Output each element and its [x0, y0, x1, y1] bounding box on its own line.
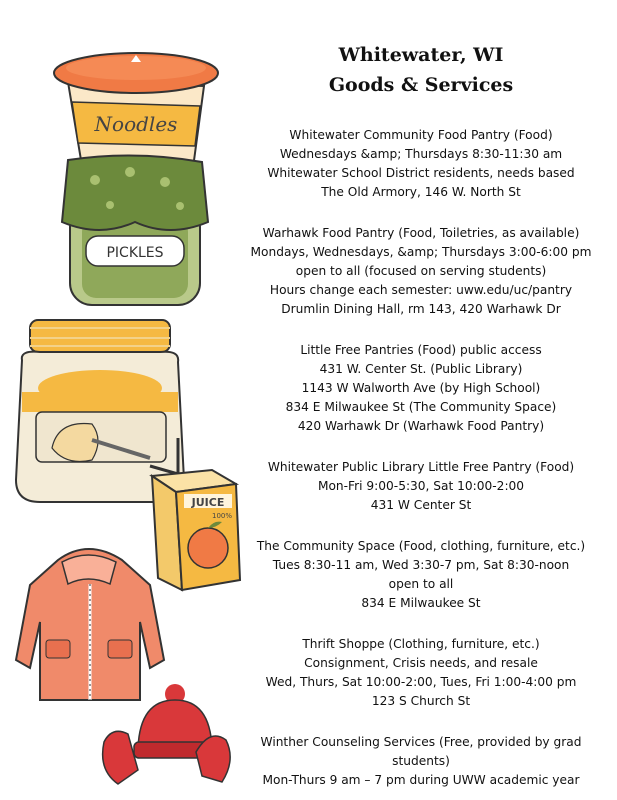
section-line: Mon-Thurs 9 am – 7 pm during UWW academic year: [262, 773, 580, 787]
section-line: The Old Armory, 146 W. North St: [321, 185, 521, 199]
section-heading: Whitewater Community Food Pantry (Food): [289, 128, 553, 142]
section-line: 1143 W Walworth Ave (by High School): [301, 381, 541, 395]
section-line: 123 S Church St: [371, 694, 471, 708]
services-list: [248, 0, 594, 790]
pickles-label: PICKLES: [106, 245, 164, 261]
juice-label: JUICE: [191, 496, 225, 509]
section-thrift-shoppe: [248, 635, 594, 711]
section-line: Mon-Fri 9:00-5:30, Sat 10:00-2:00: [317, 479, 525, 493]
section-line: 420 Warhawk Dr (Warhawk Food Pantry): [297, 419, 545, 433]
section-heading: Little Free Pantries (Food) public access: [300, 343, 542, 357]
section-line: Wed, Thurs, Sat 10:00-2:00, Tues, Fri 1:00-4:00 pm: [265, 675, 577, 689]
section-line: 834 E Milwaukee St (The Community Space): [285, 400, 557, 414]
section-line: open to all: [388, 577, 454, 591]
section-line: Drumlin Dining Hall, rm 143, 420 Warhawk Dr: [281, 302, 561, 316]
title-line-1: Whitewater, WI: [338, 44, 504, 66]
noodles-label: Noodles: [94, 112, 178, 136]
section-line: open to all (focused on serving students): [295, 264, 547, 278]
section-library-pantry: [248, 458, 594, 515]
section-heading: The Community Space (Food, clothing, furniture, etc.): [256, 539, 586, 553]
section-line: Consignment, Crisis needs, and resale: [304, 656, 538, 670]
noodles-cup-icon: [54, 53, 218, 168]
section-line: 431 W. Center St. (Public Library): [319, 362, 523, 376]
section-community-food-pantry: [248, 126, 594, 202]
jacket-icon: [16, 549, 164, 700]
page-title: [248, 40, 594, 100]
illustrations: [0, 0, 250, 800]
section-line: 431 W Center St: [370, 498, 472, 512]
section-winther-counseling: [248, 733, 594, 790]
section-community-space: [248, 537, 594, 613]
section-line: Tues 8:30-11 am, Wed 3:30-7 pm, Sat 8:30-noon: [272, 558, 570, 572]
pickles-jar-icon: [62, 155, 208, 305]
section-heading: Winther Counseling Services (Free, provided by grad students): [260, 735, 582, 768]
section-line: Hours change each semester: uww.edu/uc/pantry: [269, 283, 573, 297]
section-line: 834 E Milwaukee St: [361, 596, 481, 610]
section-heading: Thrift Shoppe (Clothing, furniture, etc.): [302, 637, 540, 651]
title-line-2: Goods & Services: [328, 74, 514, 96]
section-little-free-pantries: [248, 341, 594, 436]
section-line: Wednesdays &amp; Thursdays 8:30-11:30 am: [279, 147, 563, 161]
section-heading: Whitewater Public Library Little Free Pantry (Food): [267, 460, 575, 474]
section-line: Whitewater School District residents, needs based: [267, 166, 575, 180]
juice-percent: 100%: [211, 512, 233, 520]
section-heading: Warhawk Food Pantry (Food, Toiletries, as available): [262, 226, 580, 240]
section-warhawk-food-pantry: [248, 224, 594, 319]
section-line: Mondays, Wednesdays, &amp; Thursdays 3:00-6:00 pm: [250, 245, 592, 259]
